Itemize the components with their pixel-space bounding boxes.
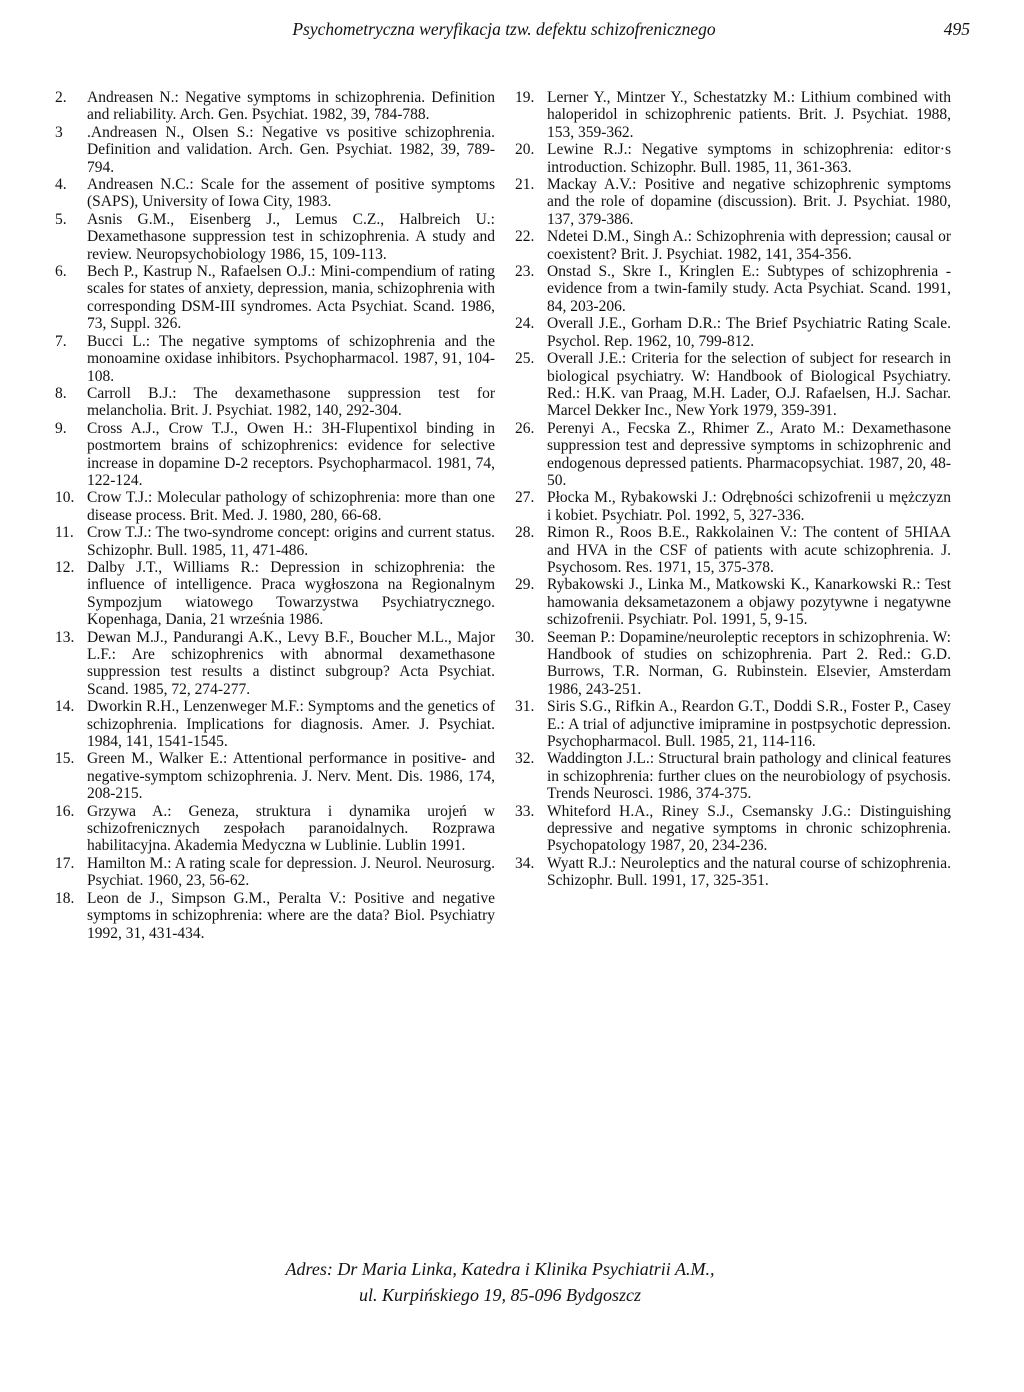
reference-text: Carroll B.J.: The dexamethasone suppression test for melancholia. Brit. J. Psychiat. 1982, 140, 292-304.	[87, 384, 495, 420]
reference-item	[55, 803, 495, 855]
reference-item	[55, 698, 495, 750]
reference-text: Dalby J.T., Williams R.: Depression in schizophrenia: the influence of intelligence. Praca wygłoszona na Regionalnym Sympozjum wiatowego Towarzystwa Psychiatrycznego. Kopenhaga, Dania, 21 września 1986.	[87, 558, 495, 629]
reference-text: Andreasen N.: Negative symptoms in schizophrenia. Definition and reliability. Arch. Gen. Psychiat. 1982, 39, 784-788.	[87, 89, 495, 124]
reference-number: 22.	[515, 228, 535, 246]
reference-item	[515, 350, 951, 420]
page-number: 495	[943, 19, 970, 39]
reference-text: Grzywa A.: Geneza, struktura i dynamika urojeń w schizofrenicznych zespołach paranoidalnych. Rozprawa habilitacyjna. Akademia Medyczna w Lublinie. Lublin 1991.	[87, 802, 495, 855]
reference-item	[55, 124, 495, 176]
reference-number: 9.	[55, 419, 67, 437]
reference-item	[515, 176, 951, 228]
reference-item	[515, 576, 951, 628]
reference-number: 14.	[55, 698, 75, 716]
reference-text: Dworkin R.H., Lenzenweger M.F.: Symptoms and the genetics of schizophrenia. Implications for diagnosis. Amer. J. Psychiat. 1984, 141, 1541-1545.	[87, 698, 495, 751]
reference-number: 15.	[55, 750, 75, 768]
reference-item	[515, 524, 951, 576]
reference-item	[55, 855, 495, 890]
reference-text: Lerner Y., Mintzer Y., Schestatzky M.: Lithium combined with haloperidol in schizophrenic patients. Brit. J. Psychiat. 1988, 153, 359-362.	[547, 89, 951, 141]
reference-item	[515, 263, 951, 315]
reference-text: Ndetei D.M., Singh A.: Schizophrenia with depression; causal or coexistent? Brit. J. Psychiat. 1982, 141, 354-356.	[547, 228, 951, 263]
reference-item	[55, 211, 495, 263]
reference-number: 21.	[515, 176, 535, 194]
reference-text: Cross A.J., Crow T.J., Owen H.: 3H-Flupentixol binding in postmortem brains of schizophrenics: evidence for selective increase in dopamine D-2 receptors. Psychopharmacol. 1981, 74, 122-124.	[87, 419, 495, 489]
reference-text: Leon de J., Simpson G.M., Peralta V.: Positive and negative symptoms in schizophrenia: where are the data? Biol. Psychiatry 1992, 31, 431-434.	[87, 889, 495, 942]
reference-item	[55, 890, 495, 942]
reference-item	[515, 141, 951, 176]
reference-text: Onstad S., Skre I., Kringlen E.: Subtypes of schizophrenia - evidence from a twin-family study. Acta Psychiat. Scand. 1991, 84, 203-206.	[547, 263, 951, 315]
reference-item	[55, 420, 495, 490]
reference-text: Mackay A.V.: Positive and negative schizophrenic symptoms and the role of dopamine (discussion). Brit. J. Psychiat. 1980, 137, 379-386.	[547, 176, 951, 228]
reference-item	[55, 176, 495, 211]
reference-number: 16.	[55, 802, 75, 820]
reference-text: Andreasen N.C.: Scale for the assement of positive symptoms (SAPS), University of Iowa City, 1983.	[87, 176, 495, 211]
reference-item	[55, 750, 495, 802]
reference-text: .Andreasen N., Olsen S.: Negative vs positive schizophrenia. Definition and validation. Arch. Gen. Psychiat. 1982, 39, 789-794.	[87, 123, 495, 176]
reference-text: Waddington J.L.: Structural brain pathology and clinical features in schizophrenia: further clues on the neurobiology of psychosis. Trends Neurosci. 1986, 374-375.	[547, 750, 951, 803]
reference-number: 11.	[55, 524, 74, 542]
reference-text: Wyatt R.J.: Neuroleptics and the natural course of schizophrenia. Schizophr. Bull. 1991, 17, 325-351.	[547, 854, 951, 890]
reference-item	[55, 524, 495, 559]
reference-text: Hamilton M.: A rating scale for depression. J. Neurol. Neurosurg. Psychiat. 1960, 23, 56-62.	[87, 854, 495, 890]
reference-text: Whiteford H.A., Riney S.J., Csemansky J.G.: Distinguishing depressive and negative symptoms in chronic schizophrenia. Psychopatology 1987, 20, 234-236.	[547, 802, 951, 855]
reference-number: 29.	[515, 576, 535, 594]
reference-item	[55, 333, 495, 385]
reference-item	[515, 489, 951, 524]
reference-item	[515, 629, 951, 699]
reference-number: 3	[55, 123, 63, 141]
reference-item	[55, 489, 495, 524]
reference-text: Crow T.J.: The two-syndrome concept: origins and current status. Schizophr. Bull. 1985, 11, 471-486.	[87, 524, 495, 559]
reference-item	[55, 89, 495, 124]
reference-number: 32.	[515, 750, 535, 768]
reference-number: 6.	[55, 263, 67, 281]
reference-item	[515, 420, 951, 490]
reference-item	[515, 803, 951, 855]
reference-number: 5.	[55, 210, 67, 228]
reference-number: 23.	[515, 263, 535, 281]
running-title: Psychometryczna weryfikacja tzw. defektu schizofrenicznego	[292, 19, 716, 39]
references-right-column	[515, 89, 951, 890]
reference-text: Green M., Walker E.: Attentional performance in positive- and negative-symptom schizophrenia. J. Nerv. Ment. Dis. 1986, 174, 208-215.	[87, 750, 495, 803]
reference-text: Overall J.E., Gorham D.R.: The Brief Psychiatric Rating Scale. Psychol. Rep. 1962, 10, 799-812.	[547, 315, 951, 350]
reference-item	[55, 263, 495, 333]
reference-text: Siris S.G., Rifkin A., Reardon G.T., Doddi S.R., Foster P., Casey E.: A trial of adjunctive imipramine in postpsychotic depression. Psychopharmacol. Bull. 1985, 21, 114-116.	[547, 698, 951, 751]
reference-number: 28.	[515, 524, 535, 542]
references-left-column	[55, 89, 495, 942]
reference-text: Bech P., Kastrup N., Rafaelsen O.J.: Mini-compendium of rating scales for states of anxiety, depression, mania, schizophrenia with corresponding DSM-III syndromes. Acta Psychiat. Scand. 1986, 73, Suppl. 326.	[87, 263, 495, 333]
reference-text: Płocka M., Rybakowski J.: Odrębności schizofrenii u mężczyzn i kobiet. Psychiatr. Pol. 1992, 5, 327-336.	[547, 489, 951, 524]
reference-item	[55, 559, 495, 629]
reference-item	[515, 315, 951, 350]
reference-number: 13.	[55, 628, 75, 646]
reference-text: Rimon R., Roos B.E., Rakkolainen V.: The content of 5HIAA and HVA in the CSF of patients with acute schizophrenia. J. Psychosom. Res. 1971, 15, 375-378.	[547, 524, 951, 576]
reference-item	[55, 629, 495, 699]
reference-number: 4.	[55, 176, 67, 194]
reference-text: Dewan M.J., Pandurangi A.K., Levy B.F., Boucher M.L., Major L.F.: Are schizophrenics with abnormal dexamethasone suppression test results a distinct subgroup? Acta Psychiat. Scand. 1985, 72, 274-277.	[87, 628, 495, 698]
reference-text: Lewine R.J.: Negative symptoms in schizophrenia: editor·s introduction. Schizophr. Bull. 1985, 11, 361-363.	[547, 141, 951, 176]
reference-number: 33.	[515, 802, 535, 820]
reference-text: Crow T.J.: Molecular pathology of schizophrenia: more than one disease process. Brit. Med. J. 1980, 280, 66-68.	[87, 489, 495, 524]
reference-text: Rybakowski J., Linka M., Matkowski K., Kanarkowski R.: Test hamowania deksametazonem a objawy pozytywne i negatywne schizofrenii. Psychiatr. Pol. 1991, 5, 9-15.	[547, 576, 951, 629]
reference-number: 2.	[55, 89, 67, 106]
reference-text: Asnis G.M., Eisenberg J., Lemus C.Z., Halbreich U.: Dexamethasone suppression test in schizophrenia. A study and review. Neuropsychobiology 1986, 15, 109-113.	[87, 210, 495, 263]
reference-text: Overall J.E.: Criteria for the selection of subject for research in biological psychiatry. W: Handbook of Biological Psychiatry. Red.: H.K. van Praag, M.H. Lader, O.J. Rafaelsen, H.J. Sachar. Marcel Dekker Inc., New York 1979, 359-391.	[547, 350, 951, 420]
reference-item	[515, 855, 951, 890]
reference-number: 18.	[55, 889, 75, 907]
reference-item	[515, 228, 951, 263]
reference-number: 31.	[515, 698, 535, 716]
reference-number: 12.	[55, 558, 75, 576]
reference-number: 24.	[515, 315, 535, 333]
author-address	[150, 1256, 850, 1308]
address-line-2: ul. Kurpińskiego 19, 85-096 Bydgoszcz	[359, 1285, 641, 1305]
reference-text: Bucci L.: The negative symptoms of schizophrenia and the monoamine oxidase inhibitors. Psychopharmacol. 1987, 91, 104-108.	[87, 332, 495, 385]
reference-item	[515, 698, 951, 750]
reference-text: Seeman P.: Dopamine/neuroleptic receptors in schizophrenia. W: Handbook of studies on schizophrenia. Part 2. Red.: G.D. Burrows, T.R. Norman, G. Rubinstein. Elsevier, Amsterdam 1986, 243-251.	[547, 628, 951, 698]
reference-number: 8.	[55, 384, 67, 402]
reference-number: 17.	[55, 854, 75, 872]
reference-text: Perenyi A., Fecska Z., Rhimer Z., Arato M.: Dexamethasone suppression test and depressive symptoms in schizophrenic and endogenous depressed patients. Pharmacopsychiat. 1987, 20, 48-50.	[547, 419, 951, 489]
reference-item	[515, 750, 951, 802]
address-line-1: Adres: Dr Maria Linka, Katedra i Klinika Psychiatrii A.M.,	[285, 1259, 715, 1279]
reference-number: 20.	[515, 141, 535, 159]
reference-item	[55, 385, 495, 420]
reference-number: 7.	[55, 332, 67, 350]
reference-number: 27.	[515, 489, 535, 507]
reference-item	[515, 89, 951, 141]
reference-number: 19.	[515, 89, 535, 106]
reference-number: 26.	[515, 419, 535, 437]
reference-number: 34.	[515, 854, 535, 872]
reference-number: 10.	[55, 489, 75, 507]
reference-number: 25.	[515, 350, 535, 368]
reference-number: 30.	[515, 628, 535, 646]
